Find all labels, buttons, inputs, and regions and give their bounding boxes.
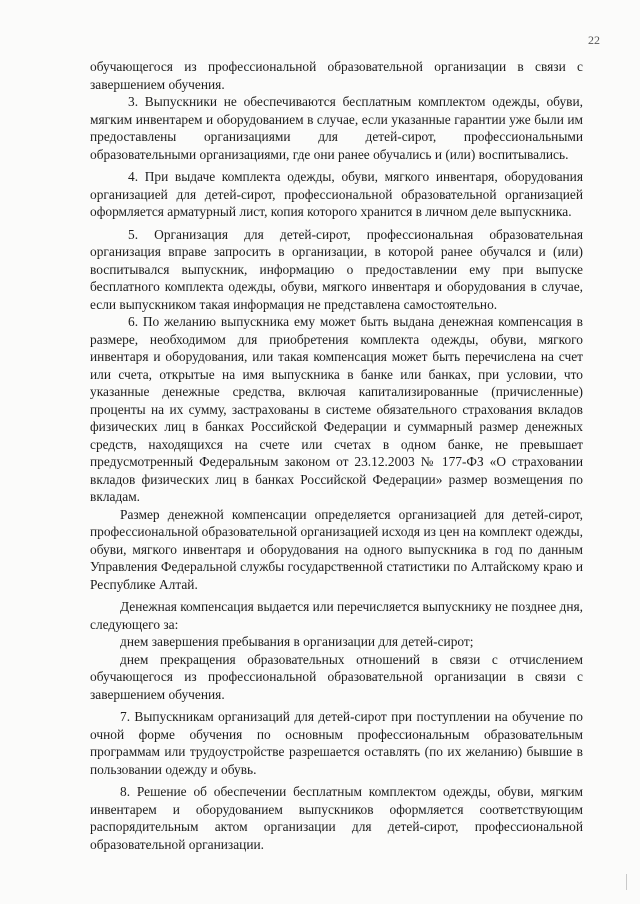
paragraph-item-3: 3. Выпускники не обеспечиваются бесплатным комплектом одежды, обуви, мягким инвентарем и оборудованием в случае, если указанные гарантии уже были им предоставлены организациями для детей-сирот, профессиональными образовательными организациями, где они ранее обучались и (или) воспитывались. — [90, 94, 583, 162]
paragraph-compensation-size: Размер денежной компенсации определяется организацией для детей-сирот, профессиональной образовательной организацией исходя из цен на комплект одежды, обуви, мягкого инвентаря и оборудования на одного выпускника в год по данным Управления Федеральной службы государственной статистики по Алтайскому краю и Республике Алтай. — [90, 506, 583, 592]
paragraph-continuation: обучающегося из профессиональной образовательной организации в связи с завершением обучения. — [90, 59, 583, 92]
paragraph-compensation-timing: Денежная компенсация выдается или перечисляется выпускнику не позднее дня, следующего за: — [90, 599, 583, 632]
document-body — [90, 58, 583, 853]
paragraph-item-8: 8. Решение об обеспечении бесплатным комплектом одежды, обуви, мягким инвентарем и оборудованием выпускников оформляется соответствующим распорядительным актом организации для детей-сирот, профессиональной образовательной организации. — [90, 784, 583, 852]
paragraph-item-4: 4. При выдаче комплекта одежды, обуви, мягкого инвентаря, оборудования организацией для детей-сирот, профессиональной образовательной организацией оформляется арматурный лист, копия которого хранится в личном деле выпускника. — [90, 169, 583, 219]
paragraph-item-7: 7. Выпускникам организаций для детей-сирот при поступлении на обучение по очной форме обучения по основным профессиональным образовательным программам или трудоустройстве разрешается оставлять (по их желанию) бывшие в пользовании одежду и обувь. — [90, 709, 583, 777]
paragraph-timing-option-1: днем завершения пребывания в организации для детей-сирот; — [120, 634, 474, 649]
page-number: 22 — [588, 33, 600, 47]
paragraph-item-5: 5. Организация для детей-сирот, профессиональная образовательная организация вправе запросить в организации, в которой ранее обучался и (или) воспитывался выпускник, информацию о предоставлении ему при выпуске бесплатного комплекта одежды, обуви, мягкого инвентаря и оборудования в случае, если выпускником такая информация не представлена самостоятельно. — [90, 226, 583, 312]
paragraph-item-6: 6. По желанию выпускника ему может быть выдана денежная компенсация в размере, необходимом для приобретения комплекта одежды, обуви, мягкого инвентаря и оборудования, или такая компенсация может быть перечислена на счет или счета, открытые на имя выпускника в банке или банках, при условии, что указанные денежные средства, включая капитализированные (причисленные) проценты на их сумму, застрахованы в системе обязательного страхования вкладов физических лиц в банках Российской Федерации и суммарный размер денежных средств, находящихся на счете или счетах в одном банке, не превышает предусмотренный Федеральным законом от 23.12.2003 № 177-ФЗ «О страховании вкладов физических лиц в банках Российской Федерации» размер возмещения по вкладам. — [90, 314, 583, 504]
paragraph-timing-option-2: днем прекращения образовательных отношений в связи с отчислением обучающегося из профессиональной образовательной организации в связи с завершением обучения. — [90, 651, 583, 702]
scan-edge-mark — [626, 874, 627, 890]
